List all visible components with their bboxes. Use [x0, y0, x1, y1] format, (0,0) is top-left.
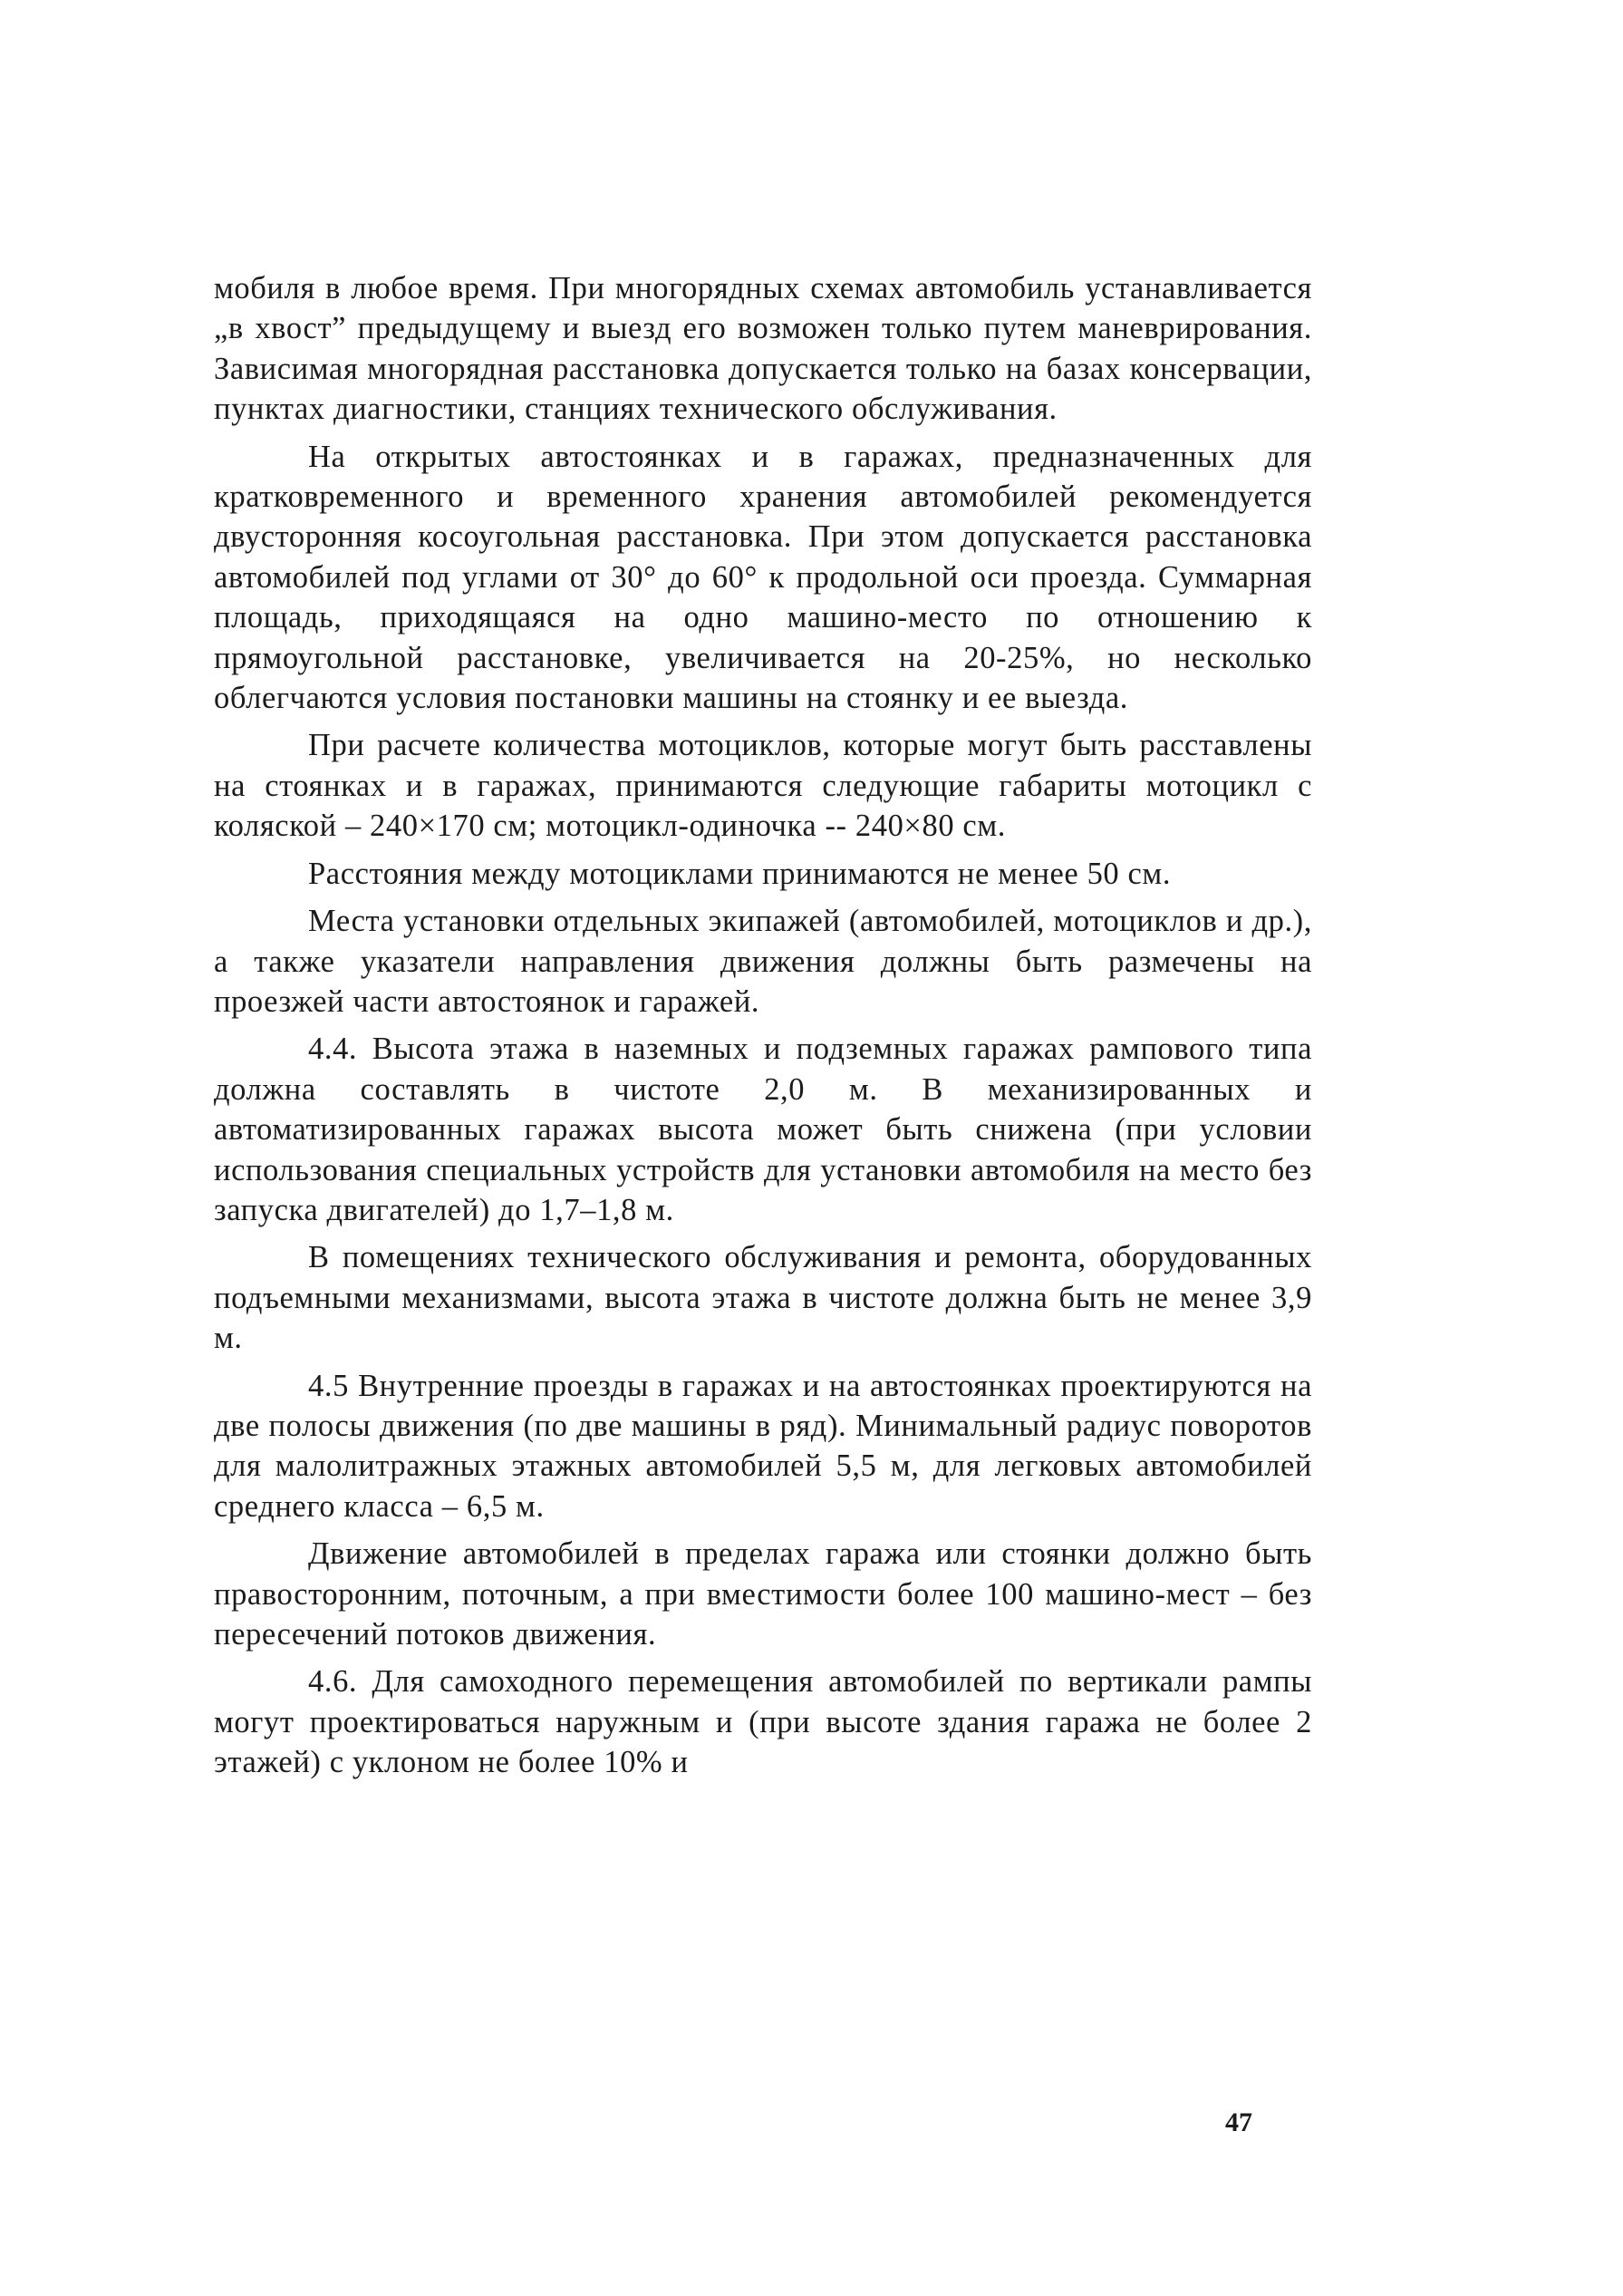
paragraph-2: На открытых автостоянках и в гаражах, предназначенных для кратковременного и временного хранения автомобилей рекомендуется двусторонняя косоугольная расстановка. При этом допускается расстановка автомобилей под углами от 30° до 60° к продольной оси проезда. Суммарная площадь, приходящаяся на одно машино-место по отношению к прямоугольной расстановке, увеличивается на 20-25%, но несколько облегчаются условия постановки машины на стоянку и ее выезда. — [214, 439, 1312, 716]
paragraph-6: 4.4. Высота этажа в наземных и подземных гаражах рампового типа должна составлять в чистоте 2,0 м. В механизированных и автоматизированных гаражах высота может быть снижена (при условии использования специальных устройств для установки автомобиля на место без запуска двигателей) до 1,7–1,8 м. — [214, 1032, 1312, 1227]
paragraph-10: 4.6. Для самоходного перемещения автомобилей по вертикали рампы могут проектироваться наружным и (при высоте здания гаража не более 2 этажей) с уклоном не более 10% и — [214, 1664, 1312, 1780]
body-text — [214, 268, 1312, 1783]
paragraph-8: 4.5 Внутренние проезды в гаражах и на автостоянках проектируются на две полосы движения (по две машины в ряд). Минимальный радиус поворотов для малолитражных этажных автомобилей 5,5 м, для легковых автомобилей среднего класса – 6,5 м. — [214, 1368, 1312, 1524]
paragraph-5: Места установки отдельных экипажей (автомобилей, мотоциклов и др.), а также указатели направления движения должны быть размечены на проезжей части автостоянок и гаражей. — [214, 904, 1312, 1019]
paragraph-4: Расстояния между мотоциклами принимаются не менее 50 см. — [308, 856, 1172, 891]
page-number: 47 — [1225, 2107, 1252, 2137]
paragraph-3: При расчете количества мотоциклов, которые могут быть расставлены на стоянках и в гаражах, принимаются следующие габариты мотоцикл с коляской – 240×170 см; мотоцикл-одиночка -- 240×80 см. — [214, 728, 1312, 844]
paragraph-1: мобиля в любое время. При многорядных схемах автомобиль устанавливается „в хвост” предыдущему и выезд его возможен только путем маневрирования. Зависимая многорядная расстановка допускается только на базах консервации, пунктах диагностики, станциях технического обслуживания. — [214, 271, 1312, 427]
paragraph-7: В помещениях технического обслуживания и ремонта, оборудованных подъемными механизмами, высота этажа в чистоте должна быть не менее 3,9 м. — [214, 1240, 1312, 1356]
paragraph-9: Движение автомобилей в пределах гаража или стоянки должно быть правосторонним, поточным, а при вместимости более 100 машино-мест – без пересечений потоков движения. — [214, 1536, 1312, 1652]
